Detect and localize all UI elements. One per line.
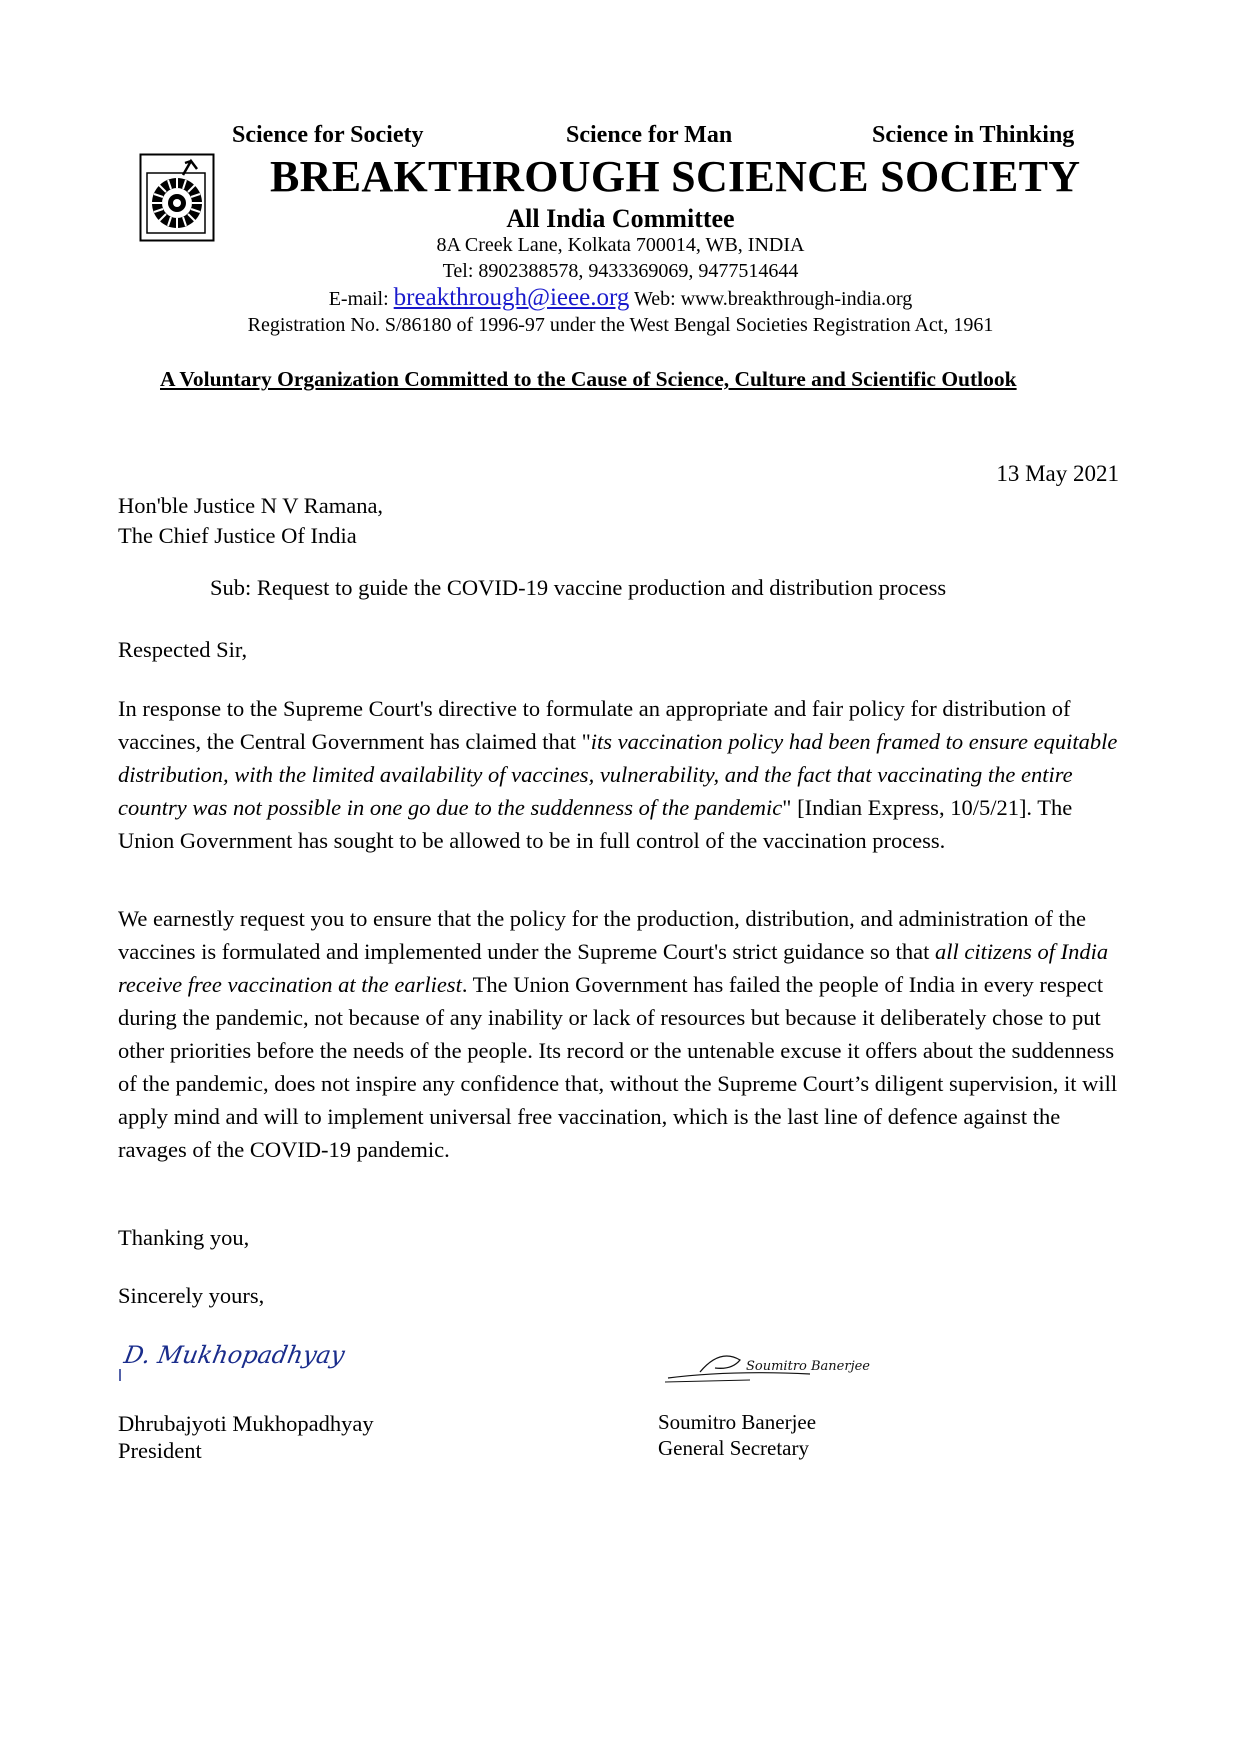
- org-title: BREAKTHROUGH SCIENCE SOCIETY: [270, 152, 1081, 201]
- paragraph-1-text: In response to the Supreme Court's directive to formulate an appropriate and fair policy for distribution of vaccines, the Central Government has claimed that ": [118, 696, 1071, 754]
- salutation: Respected Sir,: [118, 637, 248, 662]
- subject-line: Sub: Request to guide the COVID-19 vaccine production and distribution process: [210, 575, 947, 600]
- president-name: Dhrubajyoti Mukhopadhyay: [118, 1411, 374, 1436]
- letter-date: 13 May 2021: [996, 461, 1119, 486]
- thanks: Thanking you,: [118, 1225, 250, 1250]
- committee-name: All India Committee: [506, 204, 735, 233]
- secretary-signature: [660, 1340, 890, 1390]
- addressee-name: Hon'ble Justice N V Ramana,: [118, 493, 384, 518]
- secretary-name: Soumitro Banerjee: [658, 1410, 817, 1434]
- address: 8A Creek Lane, Kolkata 700014, WB, INDIA: [436, 234, 805, 256]
- secretary-title: General Secretary: [658, 1436, 809, 1460]
- secretary-signature-text: Soumitro Banerjee: [746, 1359, 870, 1374]
- paragraph-1-citation: " [Indian Express, 10/5/21]. The Union Government has sought to be allowed to be in full control of the vaccination process.: [118, 795, 1073, 853]
- paragraph-2-emphasis: all citizens of India receive free vaccination at the earliest: [118, 939, 1109, 997]
- president-title: President: [118, 1438, 202, 1463]
- paragraph-1-quote: its vaccination policy had been framed to ensure equitable distribution, with the limited availability of vaccines, vulnerability, and the fact that vaccinating the entire country was not possible in one go due to the suddenness of the pandemic: [118, 729, 1118, 820]
- motto-society: Science for Society: [232, 122, 424, 148]
- email-link[interactable]: breakthrough@ieee.org: [393, 284, 630, 311]
- email-label: E-mail:: [328, 288, 389, 310]
- telephone: Tel: 8902388578, 9433369069, 9477514644: [442, 260, 799, 282]
- paragraph-2-text: We earnestly request you to ensure that the policy for the production, distribution, and administration of the vaccines is formulated and implemented under the Supreme Court's strict guidance so that: [118, 906, 1086, 964]
- paragraph-2-rest: . The Union Government has failed the people of India in every respect during the pandemic, not because of any inability or lack of resources but because it deliberately chose to put other priorities before the needs of the people. Its record or the untenable excuse it offers about the suddenness of the pandemic, does not inspire any confidence that, without the Supreme Court’s diligent supervision, it will apply mind and will to implement universal free vaccination, which is the last line of defence against the ravages of the COVID-19 pandemic.: [118, 972, 1118, 1162]
- registration: Registration No. S/86180 of 1996-97 under the West Bengal Societies Registration Act, 1961: [247, 314, 994, 336]
- paragraph-2: [118, 902, 1130, 1166]
- website: Web: www.breakthrough-india.org: [633, 288, 913, 310]
- contact-line: [0, 284, 1241, 312]
- addressee-title: The Chief Justice Of India: [118, 523, 357, 548]
- paragraph-1: [118, 692, 1130, 857]
- motto-thinking: Science in Thinking: [872, 122, 1075, 148]
- closing: Sincerely yours,: [118, 1283, 265, 1308]
- tagline: A Voluntary Organization Committed to the Cause of Science, Culture and Scientific Outlook: [160, 367, 1017, 391]
- president-signature: [118, 1335, 348, 1385]
- president-signature-text: D. Mukhopadhyay: [122, 1341, 347, 1369]
- motto-man: Science for Man: [566, 122, 733, 148]
